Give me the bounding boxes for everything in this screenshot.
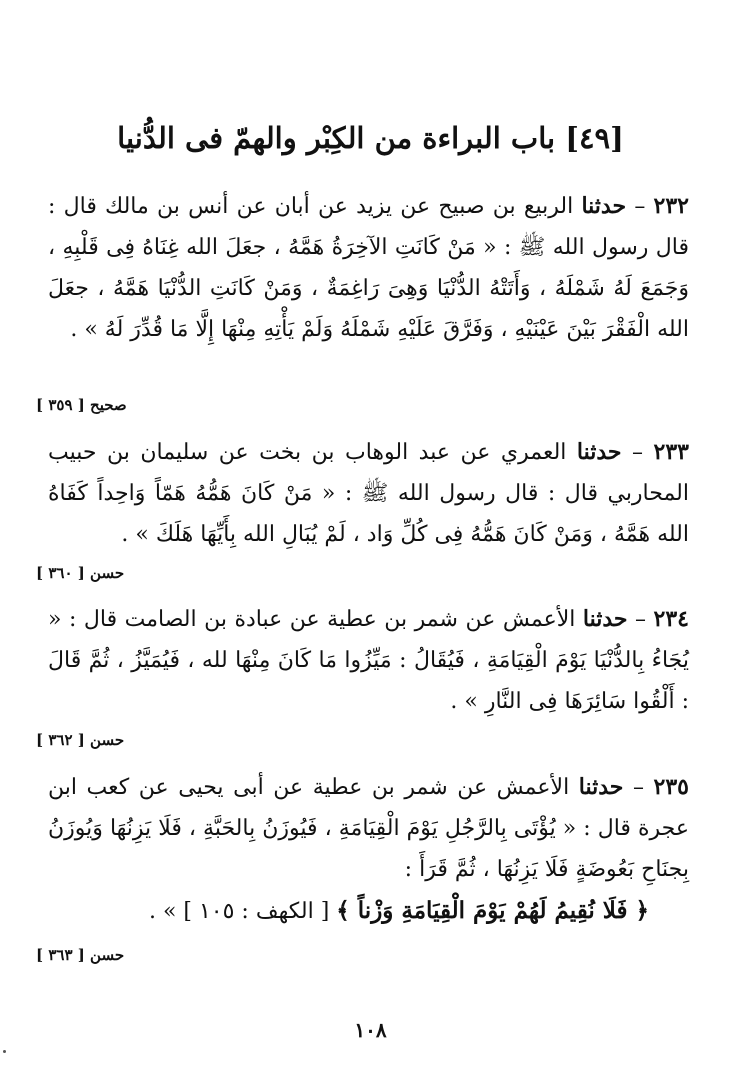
hadith-text	[48, 767, 689, 890]
hadith-text	[48, 599, 689, 722]
isnad-lead: حدثنا	[578, 774, 624, 800]
hadith-text	[48, 186, 689, 350]
hadith-233	[48, 432, 689, 555]
grade-label: حسن [ ٣٦٣ ]	[36, 946, 125, 964]
hadith-dash: –	[621, 440, 654, 465]
isnad-lead: حدثنا	[576, 439, 622, 465]
grade-label: حسن [ ٣٦٢ ]	[36, 731, 125, 749]
hadith-number: ٢٣٤	[653, 606, 689, 632]
hadith-number: ٢٣٢	[653, 193, 689, 219]
hadith-body: العمري عن عبد الوهاب بن بخت عن سليمان بن حبيب المحاربي قال : قال رسول الله ﷺ : « مَنْ كَانَ هَمُّهُ هَمّاً وَاحِداً كَفَاهُ الله هَمَّهُ ، وَمَنْ كَانَ هَمُّهُ فِى كُلِّ وَاد ، لَمْ يُبَالِ الله بِأَيِّهَا هَلَكَ » .	[48, 440, 689, 547]
hadith-body: الأعمش عن شمر بن عطية عن عبادة بن الصامت قال : « يُجَاءُ بِالدُّنْيَا يَوْمَ الْقِيَامَةِ ، فَيُقَالُ : مَيِّزُوا مَا كَانَ مِنْهَا لله ، فَيُمَيَّزُ ، ثُمَّ قَالَ : أَلْقُوا سَائِرَهَا فِى النَّارِ » .	[48, 607, 689, 714]
hadith-dash: –	[627, 607, 654, 632]
chapter-title: [٤٩] باب البراءة من الكِبْر والهمّ فى الدُّنيا	[117, 121, 624, 155]
page-number: ١٠٨	[354, 1018, 387, 1042]
isnad-lead: حدثنا	[581, 193, 627, 219]
quran-verse: ﴿ فَلَا نُقِيمُ لَهُمْ يَوْمَ الْقِيَامَةِ وَزْناً ﴾	[336, 897, 649, 924]
scan-speck	[3, 1050, 6, 1053]
hadith-234	[48, 599, 689, 722]
hadith-body: الربيع بن صبيح عن يزيد عن أبان عن أنس بن مالك قال : قال رسول الله ﷺ : « مَنْ كَانَتِ الآخِرَةُ هَمَّهُ ، جعَلَ الله غِنَاهُ فِى قَلْبِهِ ، وَجَمَعَ لَهُ شَمْلَهُ ، وَأَتَتْهُ الدُّنْيَا وَهِىَ رَاغِمَةٌ ، وَمَنْ كَانَتِ الدُّنْيَا هَمَّهُ ، جعَلَ الله الْفَقْرَ بَيْنَ عَيْنَيْهِ ، وَفَرَّقَ عَلَيْهِ شَمْلَهُ وَلَمْ يَأْتِهِ مِنْهَا إِلَّا مَا قُدِّرَ لَهُ » .	[48, 194, 689, 342]
quran-reference: [ الكهف : ١٠٥ ] » .	[148, 899, 330, 924]
hadith-dash: –	[626, 194, 654, 219]
isnad-lead: حدثنا	[582, 606, 628, 632]
grade-label: صحيح [ ٣٥٩ ]	[36, 396, 127, 414]
hadith-235	[48, 767, 689, 932]
hadith-text	[48, 432, 689, 555]
grade-label: حسن [ ٣٦٠ ]	[36, 564, 125, 582]
hadith-dash: –	[623, 775, 654, 800]
hadith-number: ٢٣٣	[653, 439, 689, 465]
hadith-number: ٢٣٥	[653, 774, 689, 800]
hadith-232	[48, 186, 689, 350]
hadith-body: الأعمش عن شمر بن عطية عن أبى يحيى عن كعب ابن عجرة قال : « يُؤْتَى بِالرَّجُلِ يَوْمَ الْقِيَامَةِ ، فَيُوزَنُ بِالحَبَّةِ ، فَلَا يَزِنُهَا وَيُوزَنُ بِجنَاحِ بَعُوضَةٍ فَلَا يَزِنُهَا ، ثُمَّ قَرَأَ :	[48, 775, 689, 882]
quran-line	[48, 890, 689, 932]
